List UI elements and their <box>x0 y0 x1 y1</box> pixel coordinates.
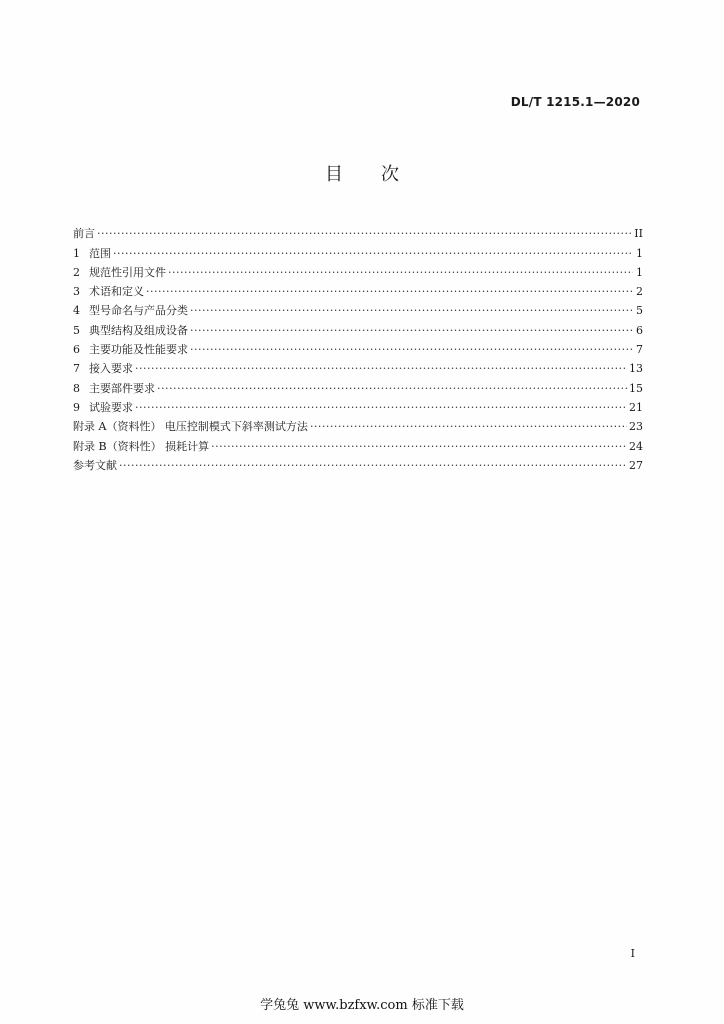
toc-title: 目次 <box>325 164 437 185</box>
toc-entry-page: 21 <box>629 400 643 414</box>
toc-entry[interactable] <box>73 375 643 394</box>
toc-entry-label: 规范性引用文件 <box>89 265 166 279</box>
toc-entry[interactable] <box>73 337 643 356</box>
toc-entry-page: 7 <box>636 343 643 357</box>
toc-entry-number: 6 <box>73 343 80 357</box>
toc-entry[interactable] <box>73 221 643 240</box>
toc-dot-leader <box>168 266 633 279</box>
toc-entry[interactable] <box>73 317 643 336</box>
toc-entry-label: 术语和定义 <box>89 285 144 299</box>
table-of-contents <box>73 221 643 472</box>
toc-entry-page: 1 <box>636 246 643 260</box>
toc-dot-leader <box>190 324 633 337</box>
toc-entry-page: 6 <box>636 323 643 337</box>
toc-entry-number: 9 <box>73 400 80 414</box>
toc-entry-label: 范围 <box>89 246 111 260</box>
toc-entry-page: 1 <box>636 265 643 279</box>
footer-watermark: 学兔兔 www.bzfxw.com 标准下载 <box>260 998 464 1013</box>
toc-entry-number: 8 <box>73 381 80 395</box>
toc-entry-page: 13 <box>629 362 643 376</box>
toc-entry-label: 试验要求 <box>89 400 133 414</box>
toc-entry[interactable] <box>73 260 643 279</box>
toc-dot-leader <box>119 459 627 472</box>
toc-dot-leader <box>211 440 627 453</box>
toc-entry[interactable] <box>73 414 643 433</box>
toc-entry-page: 5 <box>636 304 643 318</box>
toc-entry-number: 3 <box>73 285 80 299</box>
toc-dot-leader <box>135 362 627 375</box>
toc-entry-page: II <box>634 227 643 241</box>
page-number: I <box>630 947 635 960</box>
toc-entry-label: 接入要求 <box>89 362 133 376</box>
toc-entry-label: 附录 A（资料性） 电压控制模式下斜率测试方法 <box>73 420 308 434</box>
toc-dot-leader <box>190 343 633 356</box>
toc-dot-leader <box>146 285 633 298</box>
toc-entry-number: 1 <box>73 246 80 260</box>
toc-entry-label: 前言 <box>73 227 95 241</box>
toc-entry-label: 附录 B（资料性） 损耗计算 <box>73 439 210 453</box>
toc-entry-label: 主要部件要求 <box>89 381 155 395</box>
toc-entry-label: 参考文献 <box>73 458 117 472</box>
toc-entry-label: 典型结构及组成设备 <box>89 323 188 337</box>
toc-entry-number: 7 <box>73 362 80 376</box>
toc-entry-number: 4 <box>73 304 80 318</box>
toc-entry-page: 24 <box>629 439 643 453</box>
toc-entry-number: 5 <box>73 323 80 337</box>
toc-entry[interactable] <box>73 356 643 375</box>
toc-entry[interactable] <box>73 453 643 472</box>
toc-entry[interactable] <box>73 395 643 414</box>
toc-dot-leader <box>190 304 633 317</box>
toc-entry-page: 2 <box>636 285 643 299</box>
toc-entry-page: 23 <box>629 420 643 434</box>
toc-entry[interactable] <box>73 240 643 259</box>
toc-entry-page: 27 <box>629 458 643 472</box>
toc-entry-page: 15 <box>629 381 643 395</box>
toc-dot-leader <box>310 420 627 433</box>
toc-entry-number: 2 <box>73 265 80 279</box>
toc-entry[interactable] <box>73 298 643 317</box>
toc-entry[interactable] <box>73 433 643 452</box>
toc-entry-label: 主要功能及性能要求 <box>89 343 188 357</box>
standard-code: DL/T 1215.1—2020 <box>510 95 640 109</box>
toc-dot-leader <box>97 227 632 240</box>
toc-dot-leader <box>135 401 627 414</box>
toc-entry[interactable] <box>73 279 643 298</box>
toc-entry-label: 型号命名与产品分类 <box>89 304 188 318</box>
toc-dot-leader <box>157 382 627 395</box>
toc-dot-leader <box>113 247 633 260</box>
